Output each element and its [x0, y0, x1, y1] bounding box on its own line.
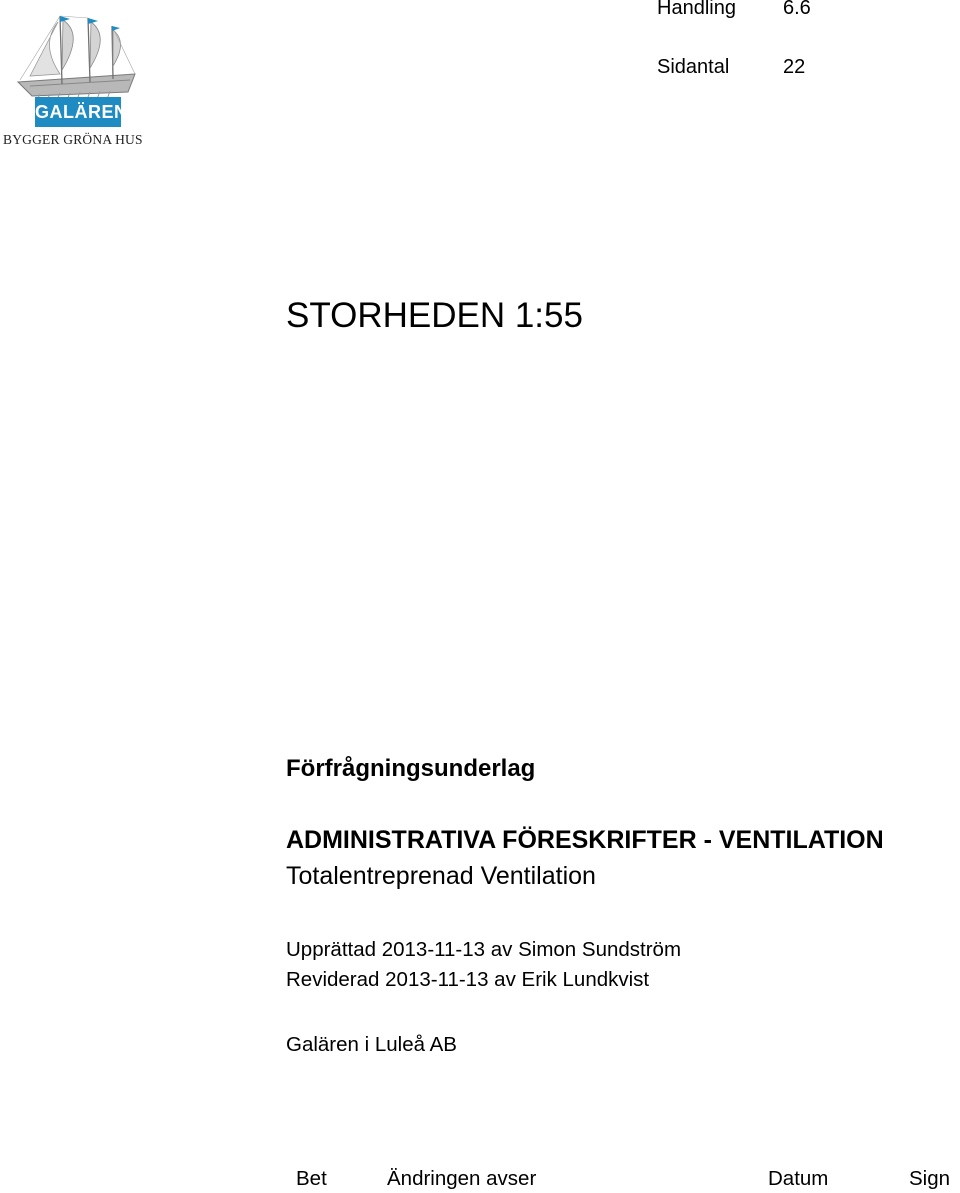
revised-by: Reviderad 2013-11-13 av Erik Lundkvist — [286, 968, 650, 991]
handling-value: 6.6 — [783, 0, 811, 19]
revision-column-change: Ändringen avser — [387, 1167, 537, 1190]
revision-column-date: Datum — [768, 1167, 829, 1190]
page-count-value: 22 — [783, 56, 806, 78]
revision-column-sign: Sign — [909, 1167, 951, 1190]
document-title: ADMINISTRATIVA FÖRESKRIFTER - VENTILATION — [286, 826, 884, 854]
prepared-by: Upprättad 2013-11-13 av Simon Sundström — [286, 938, 682, 961]
document-type: Förfrågningsunderlag — [286, 755, 536, 782]
revision-column-bet: Bet — [296, 1167, 327, 1190]
handling-label: Handling — [657, 0, 736, 19]
logo-wordmark: GALÄREN — [35, 97, 121, 127]
company-logo — [0, 12, 155, 147]
company-name: Galären i Luleå AB — [286, 1033, 457, 1056]
document-subtitle: Totalentreprenad Ventilation — [286, 862, 596, 890]
ship-icon — [0, 12, 155, 102]
page-count-label: Sidantal — [657, 56, 730, 78]
logo-tagline: BYGGER GRÖNA HUS — [3, 132, 143, 147]
project-title: STORHEDEN 1:55 — [286, 296, 583, 335]
